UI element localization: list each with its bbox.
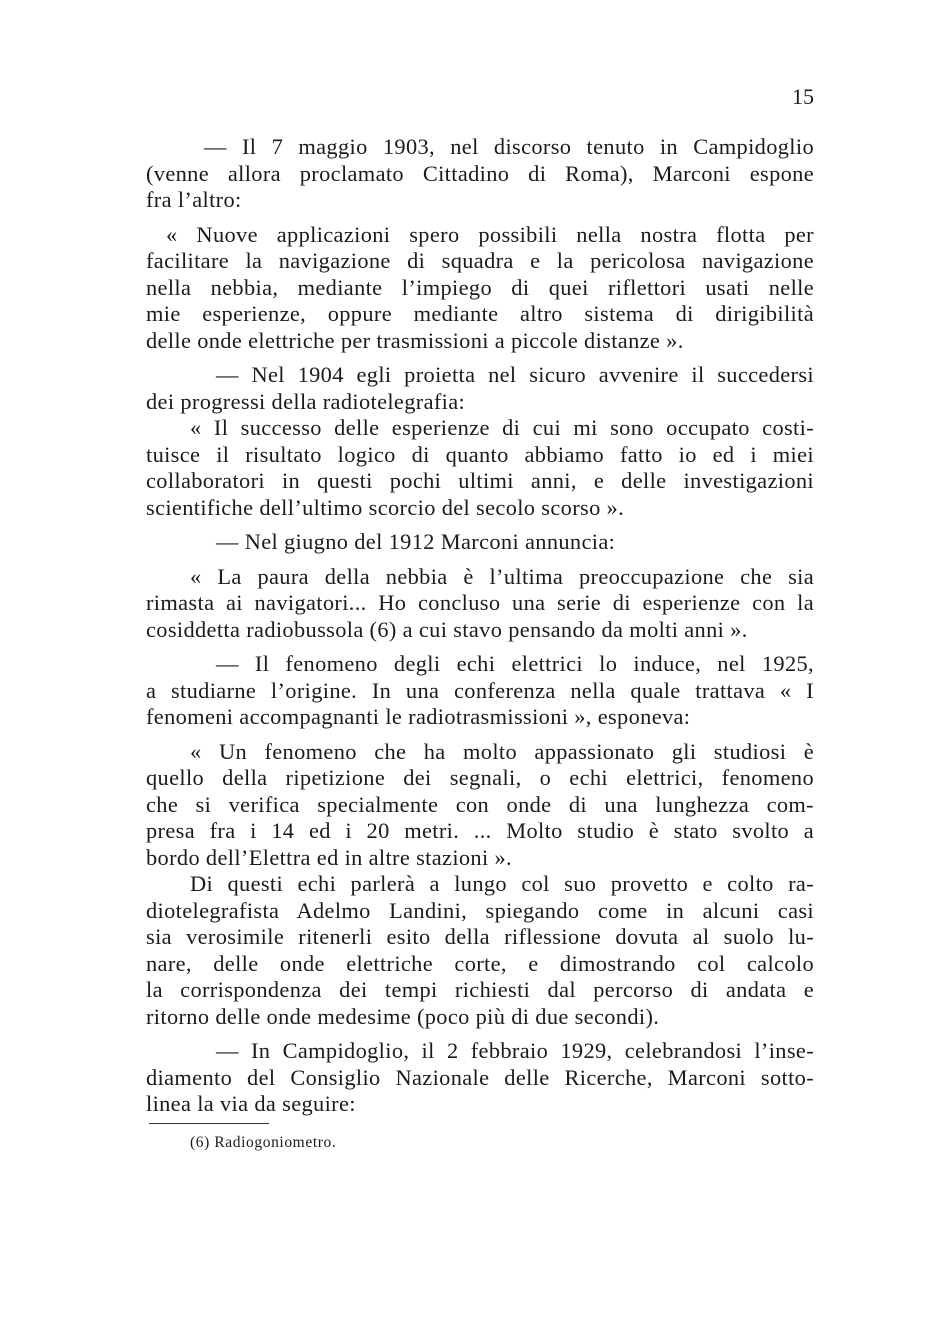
text-line: (venne allora proclamato Cittadino di Roma), Marconi espone [146, 160, 814, 186]
text-line: presa fra i 14 ed i 20 metri. ... Molto studio è stato svolto a [146, 818, 814, 843]
paragraph-1904 [146, 362, 814, 415]
paragraph-1925 [146, 651, 814, 731]
text-line: ritorno delle onde medesime (poco più di due secondi). [146, 1003, 660, 1029]
text-line: sia verosimile ritenerli esito della riflessione dovuta al suolo lu- [146, 924, 814, 949]
text-line: mie esperienze, oppure mediante altro sistema di dirigibilità [146, 301, 814, 326]
footnote-divider [149, 1123, 269, 1124]
text-line: collaboratori in questi pochi ultimi anni, e delle investigazioni [146, 468, 814, 493]
text-line: dei progressi della radiotelegrafia: [146, 388, 466, 414]
text-line: bordo dell’Elettra ed in altre stazioni ». [146, 844, 512, 870]
paragraph-1929 [146, 1038, 814, 1118]
text-line: — Il 7 maggio 1903, nel discorso tenuto in Campidoglio [204, 134, 814, 159]
text-line: « La paura della nebbia è l’ultima preoccupazione che sia [190, 563, 814, 589]
text-line: che si verifica specialmente con onde di una lunghezza com- [146, 791, 814, 817]
text-line: — Il fenomeno degli echi elettrici lo induce, nel 1925, [216, 651, 814, 676]
text-line: la corrispondenza dei tempi richiesti dal percorso di andata e [146, 977, 814, 1002]
text-line: rimasta ai navigatori... Ho concluso una serie di esperienze con la [146, 590, 814, 615]
text-line: linea la via da seguire: [146, 1091, 356, 1116]
text-line: nare, delle onde elettriche corte, e dimostrando col calcolo [146, 950, 814, 976]
text-line: delle onde elettriche per trasmissioni a piccole distanze ». [146, 327, 684, 353]
text-line: scientifiche dell’ultimo scorcio del secolo scorso ». [146, 494, 625, 520]
text-line: cosiddetta radiobussola (6) a cui stavo pensando da molti anni ». [146, 616, 748, 642]
paragraph-1912 [146, 529, 814, 556]
quote-1903 [146, 222, 814, 355]
paragraph-campidoglio-1903 [146, 134, 814, 214]
text-line: tuisce il risultato logico di quanto abbiamo fatto io ed i miei [146, 441, 814, 467]
footnote: (6) Radiogoniometro. [190, 1134, 337, 1151]
text-line: — In Campidoglio, il 2 febbraio 1929, celebrandosi l’inse- [216, 1038, 814, 1063]
text-line: « Un fenomeno che ha molto appassionato gli studiosi è [190, 738, 814, 764]
text-line: fenomeni accompagnanti le radiotrasmissioni », esponeva: [146, 704, 691, 729]
text-line: quello della ripetizione dei segnali, o echi elettrici, fenomeno [146, 765, 814, 790]
text-line: — Nel 1904 egli proietta nel sicuro avvenire il succedersi [216, 362, 814, 387]
text-line: diamento del Consiglio Nazionale delle Ricerche, Marconi sotto- [146, 1064, 814, 1090]
text-line: a studiarne l’origine. In una conferenza nella quale trattava « I [146, 677, 814, 703]
text-line: fra l’altro: [146, 187, 242, 212]
text-line: « Il successo delle esperienze di cui mi sono occupato costi- [190, 415, 814, 440]
page-number: 15 [792, 84, 814, 109]
paragraph-echi [146, 871, 814, 1030]
quote-1925 [146, 739, 814, 872]
text-line: nella nebbia, mediante l’impiego di quei riflettori usati nelle [146, 274, 814, 300]
quote-1912 [146, 564, 814, 644]
text-line: Di questi echi parlerà a lungo col suo provetto e colto ra- [190, 871, 814, 896]
body-text [146, 134, 814, 1118]
text-line: « Nuove applicazioni spero possibili nella nostra flotta per [166, 221, 814, 247]
text-line: diotelegrafista Adelmo Landini, spiegando come in alcuni casi [146, 897, 814, 923]
text-line: facilitare la navigazione di squadra e la pericolosa navigazione [146, 248, 814, 273]
quote-1904 [146, 415, 814, 521]
text-line: — Nel giugno del 1912 Marconi annuncia: [216, 529, 616, 554]
